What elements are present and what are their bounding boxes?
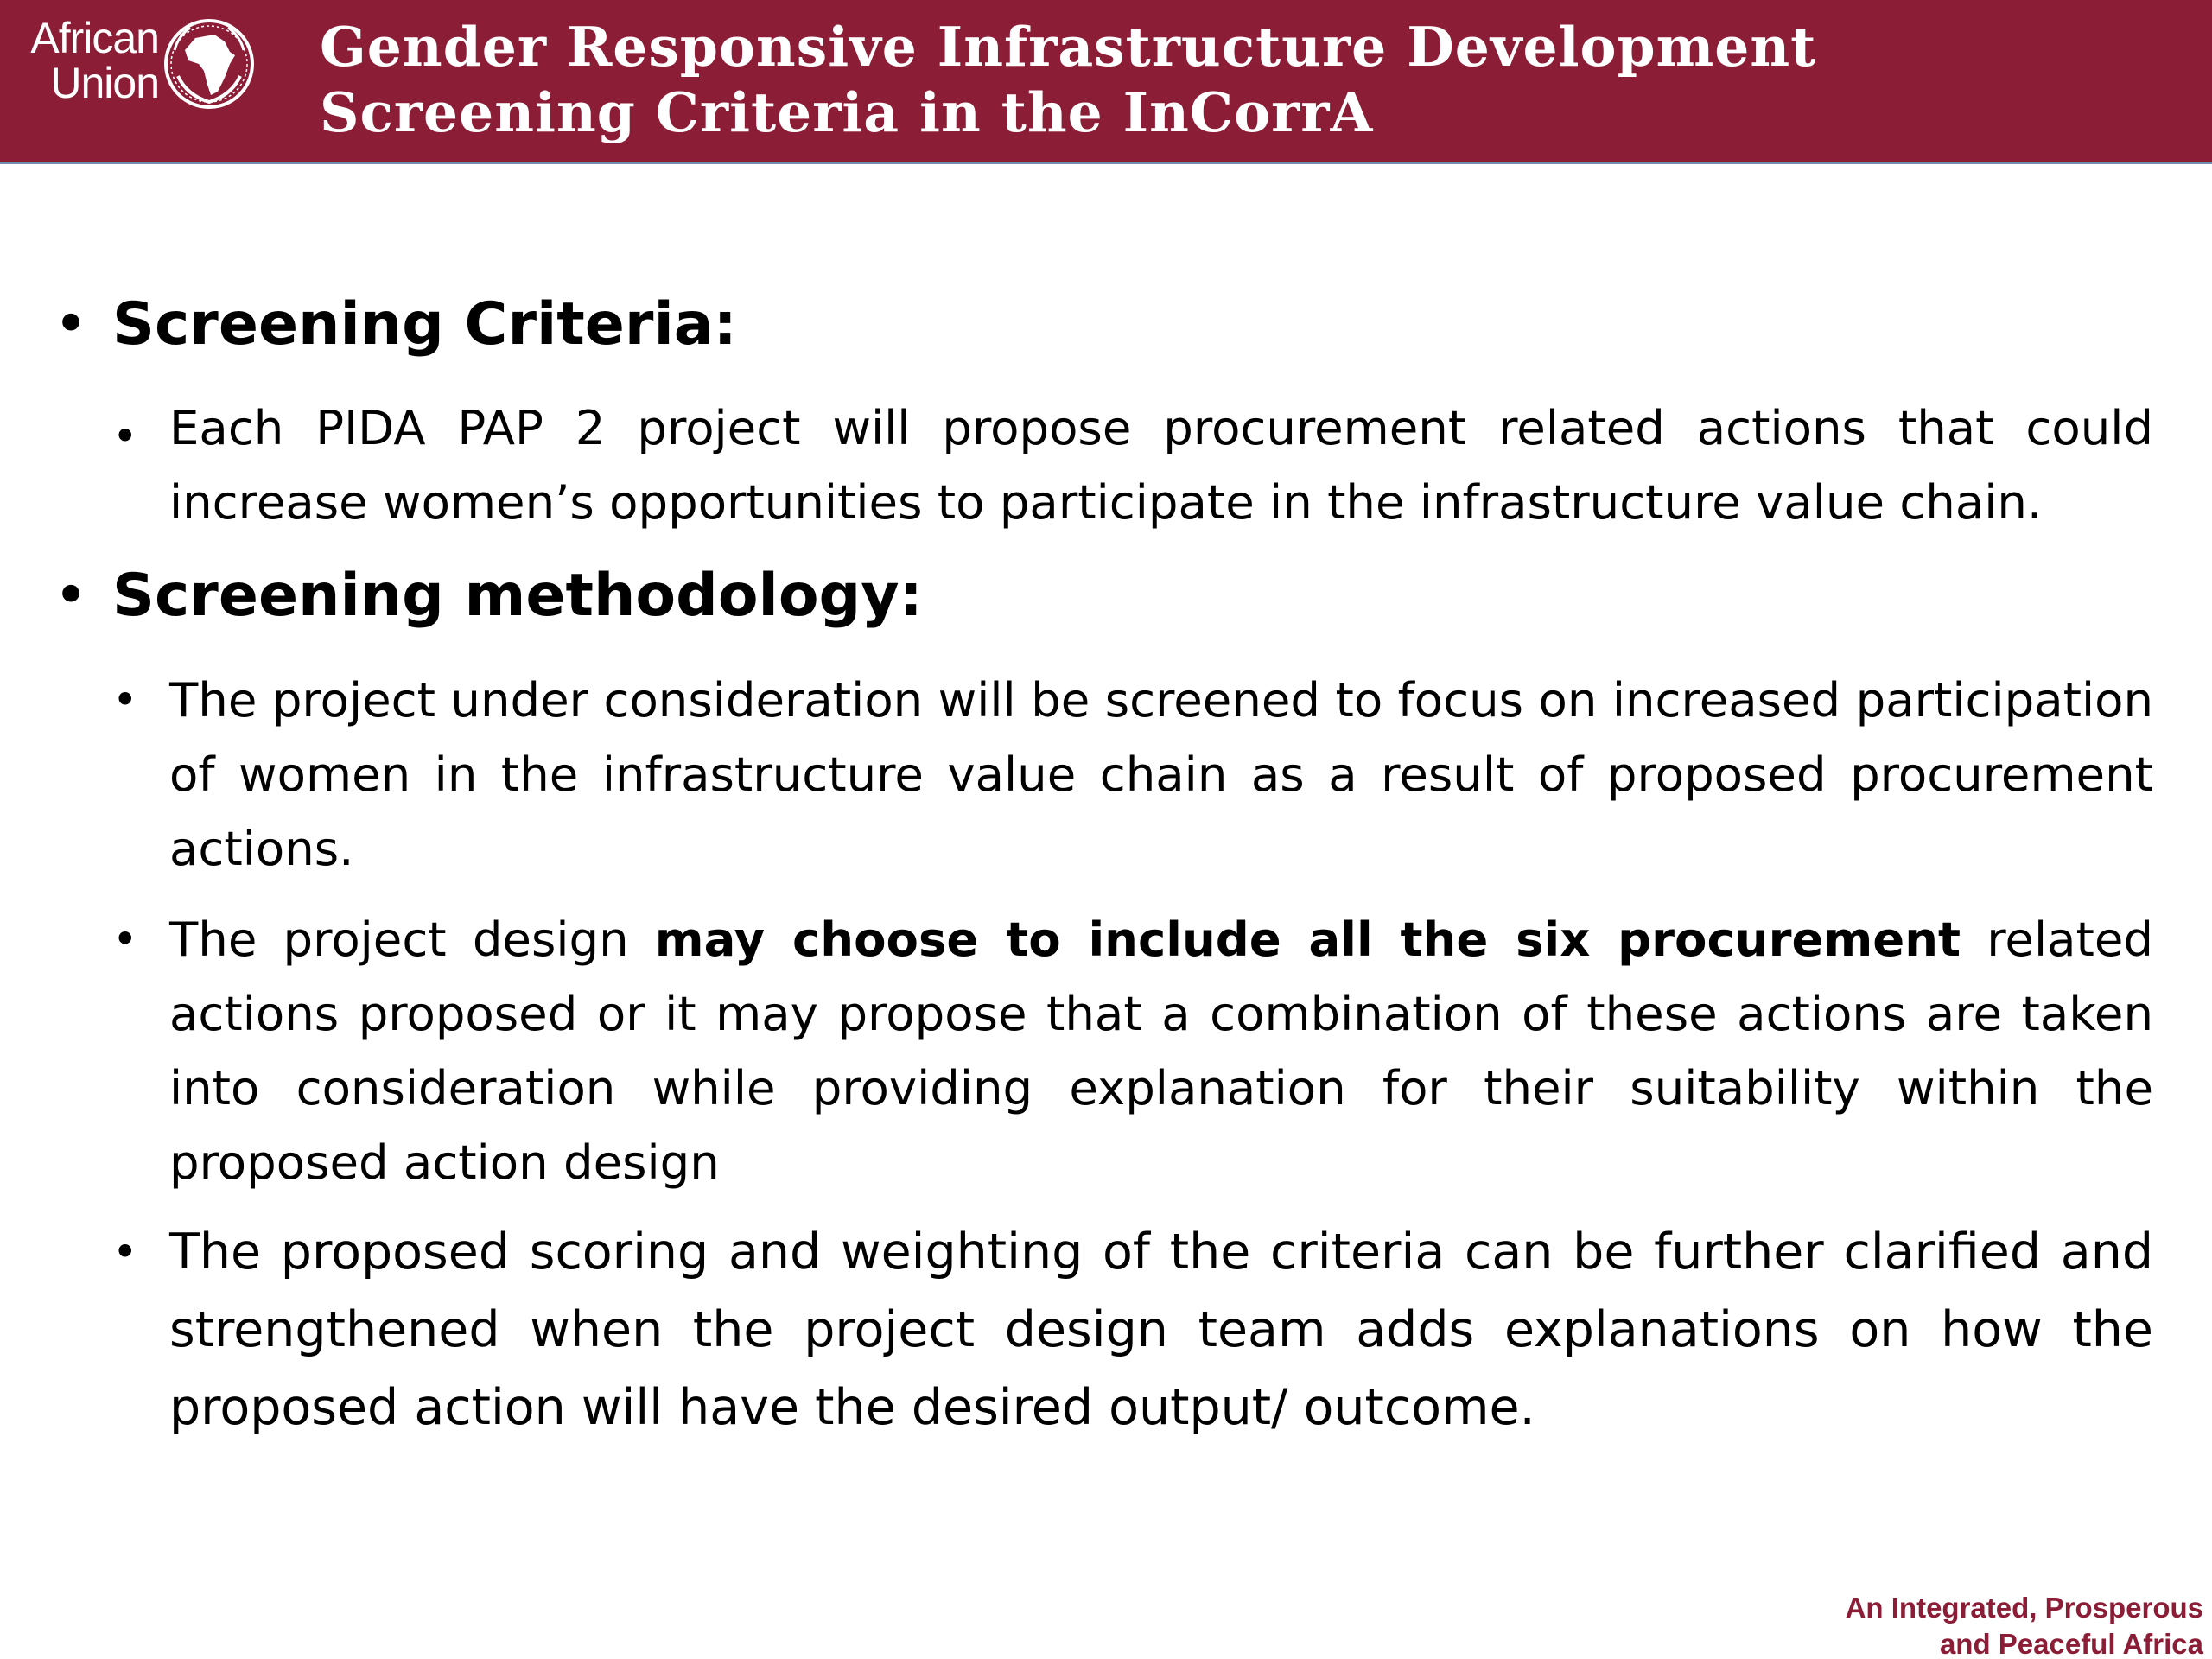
methodology-item — [169, 663, 2153, 886]
bullet-icon: • — [112, 675, 138, 725]
footer-tagline — [1685, 1590, 2203, 1659]
logo-text-african: African — [30, 14, 159, 62]
bullet-icon: • — [112, 914, 138, 964]
methodology-item-text: related actions proposed or it may propose that a combination of these actions are taken into consideration while providing explanation for their suitability within the proposed action design — [169, 912, 2153, 1190]
bullet-icon: • — [112, 411, 138, 461]
methodology-item-text: The project under consideration will be screened to focus on increased participation of women in the infrastructure value chain as a result of proposed procurement actions. — [169, 672, 2153, 876]
methodology-item-text: The project design — [169, 912, 655, 967]
methodology-item-text: The proposed scoring and weighting of the criteria can be further clarified and strengthened when the project design team adds explanations on how the proposed action will have the desired output/ outcome. — [169, 1224, 2153, 1436]
methodology-item — [169, 902, 2153, 1199]
criteria-item — [169, 391, 2153, 539]
logo-text-union: Union — [50, 59, 159, 107]
criteria-item-text: Each PIDA PAP 2 project will propose procurement related actions that could increase women’s opportunities to participate in the infrastructure value chain. — [169, 400, 2153, 530]
bullet-icon: • — [112, 1227, 138, 1277]
methodology-item-emphasis: may choose to include all the six procurement — [654, 912, 1961, 967]
bullet-icon: • — [54, 562, 89, 630]
tagline-line2: and Peaceful Africa — [1939, 1628, 2203, 1659]
tagline-line1: An Integrated, Prosperous — [1845, 1592, 2203, 1624]
methodology-item — [169, 1213, 2153, 1446]
slide-title-line1: Gender Responsive Infrastructure Development — [320, 15, 1817, 79]
section-heading-screening-criteria: Screening Criteria: — [112, 290, 737, 359]
slide-title-line2: Screening Criteria in the InCorrA — [320, 80, 1374, 144]
section-heading-screening-methodology: Screening methodology: — [112, 562, 923, 630]
bullet-icon: • — [54, 290, 89, 359]
